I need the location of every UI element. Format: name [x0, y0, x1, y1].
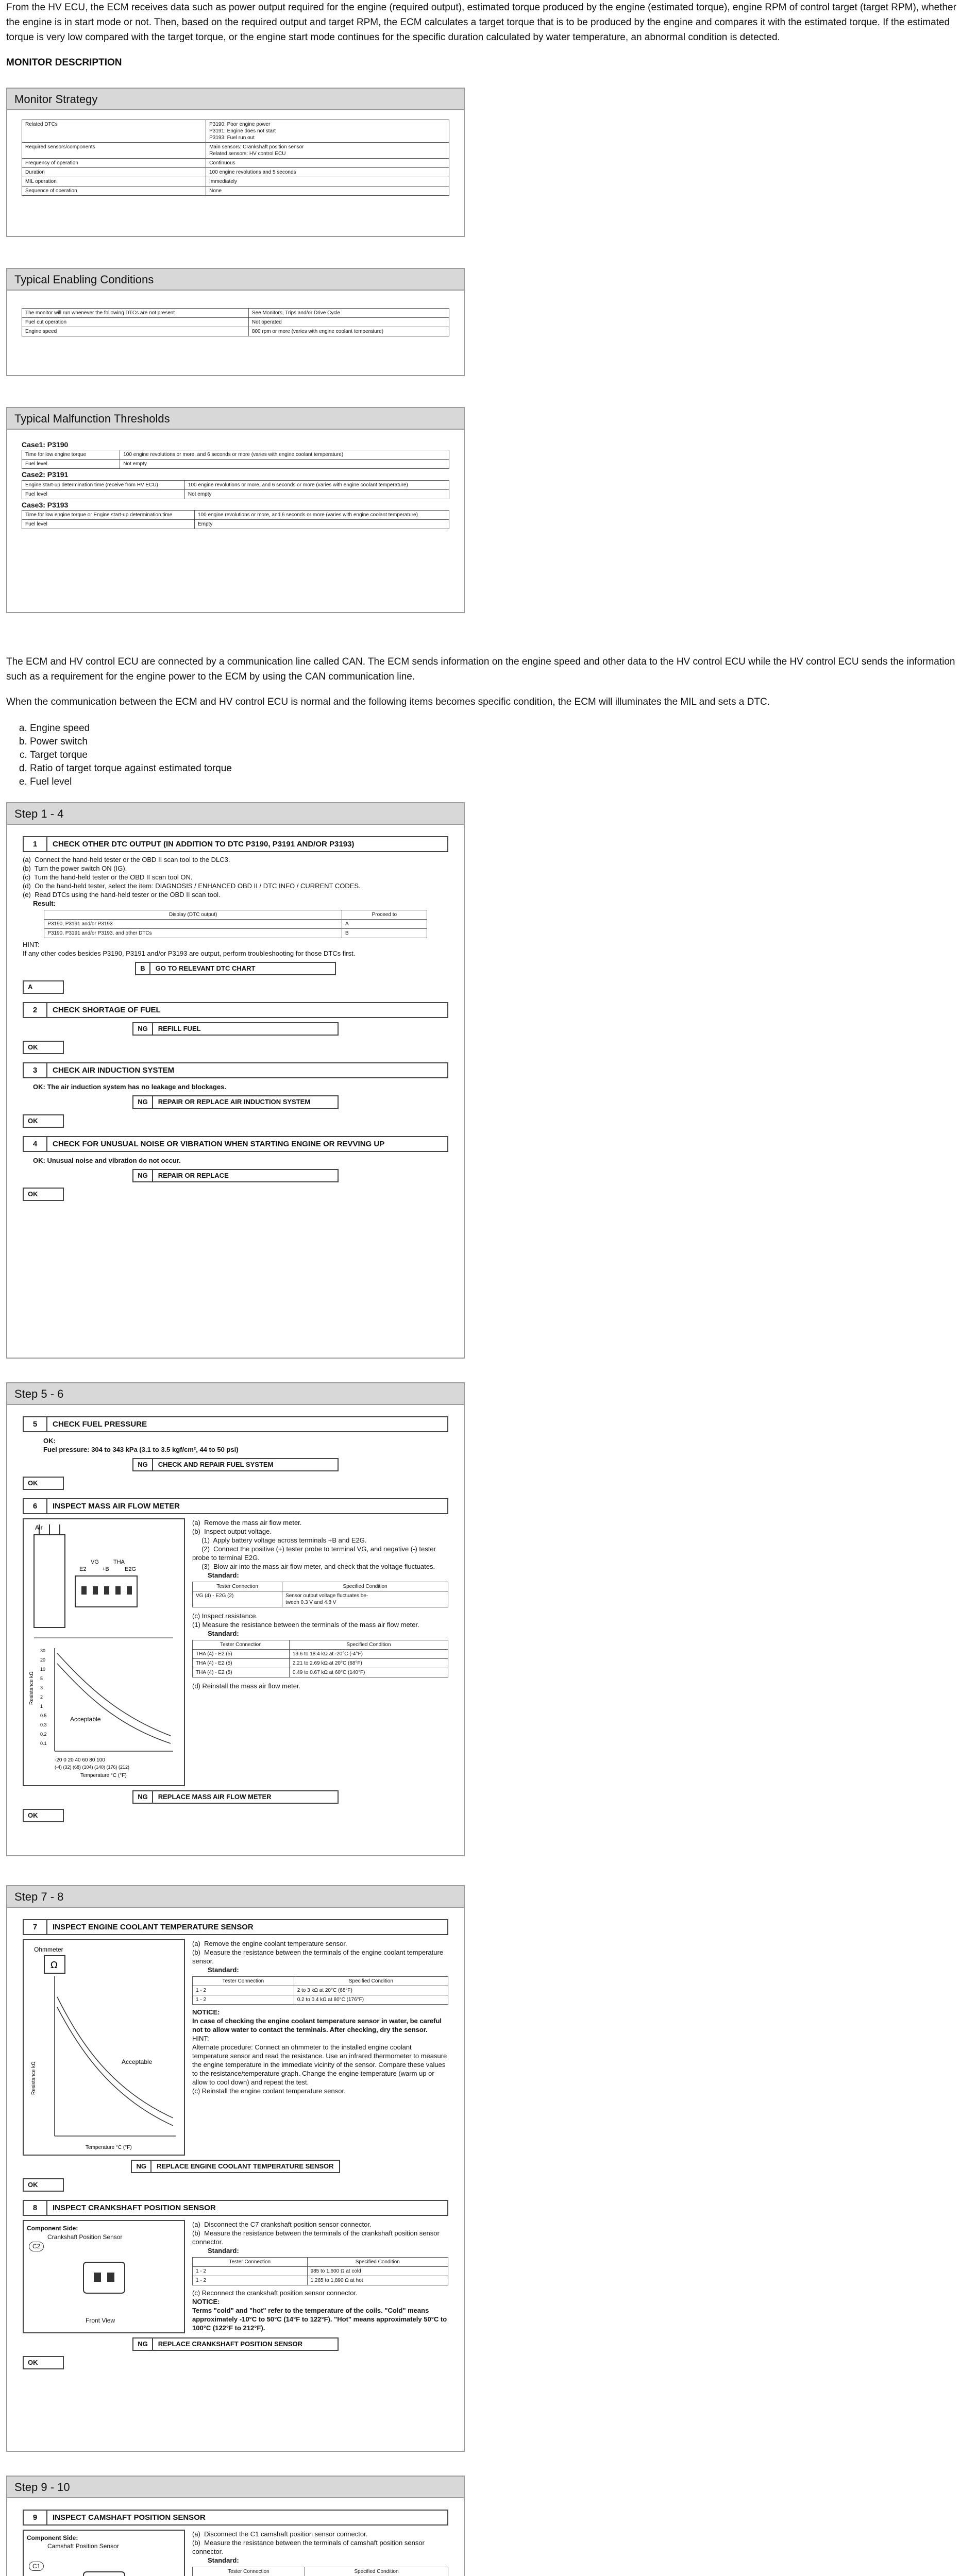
table-row	[22, 511, 449, 520]
table-row	[193, 1658, 448, 1668]
table-cell: Fuel level	[22, 489, 185, 499]
table-cell: Empty	[195, 520, 449, 529]
pin-terminal	[93, 1586, 98, 1595]
step-title: CHECK OTHER DTC OUTPUT (IN ADDITION TO DTC P3190, P3191 AND/OR P3193)	[53, 839, 355, 849]
table-row	[22, 308, 449, 317]
result-table	[44, 910, 427, 938]
step-5-box	[23, 1416, 448, 1432]
table-header-cell: Tester Connection	[193, 2567, 305, 2576]
replace-ect-link[interactable]: REPLACE ENGINE COOLANT TEMPERATURE SENSOR	[151, 2160, 340, 2173]
hint-text: HINT: If any other codes besides P3190, P3191 and/or P3193 are output, perform troubleshooting for those DTCs first.	[23, 940, 356, 957]
result-a-tag: A	[23, 980, 64, 994]
table-cell: The monitor will run whenever the following DTCs are not present	[22, 308, 249, 317]
table-cell: Not empty	[184, 489, 449, 499]
step-3-box	[23, 1062, 448, 1078]
step-8-box	[23, 2200, 448, 2216]
step-2-box	[23, 1002, 448, 1018]
table-cell: Required sensors/components	[22, 142, 206, 158]
table-cell: Immediately	[206, 177, 449, 186]
x-ticks-c: -20 0 20 40 60 80 100	[55, 1757, 105, 1763]
table-header-cell: Specified Condition	[294, 1976, 448, 1986]
table-cell: VG (4) - E2G (2)	[193, 1591, 282, 1607]
standard-label: Standard:	[208, 1571, 239, 1579]
step-8-c: (c) Reconnect the crankshaft position sensor connector.	[192, 2289, 358, 2297]
table-header-cell: Display (DTC output)	[44, 910, 342, 919]
connector-tag: C1	[29, 2562, 44, 2571]
case-heading: Case1: P3190	[22, 440, 69, 449]
air-label: Air	[35, 1523, 43, 1531]
table-row	[22, 327, 449, 336]
step-number: 8	[24, 2201, 47, 2215]
pin-label: VG	[91, 1558, 99, 1565]
case-heading: Case2: P3191	[22, 470, 69, 479]
ng-tag: NG	[132, 1458, 153, 1471]
case-table	[22, 510, 449, 529]
table-cell: 1 - 2	[193, 2276, 308, 2285]
step-number: 2	[24, 1003, 47, 1017]
table-cell: MIL operation	[22, 177, 206, 186]
step-number: 7	[24, 1920, 47, 1934]
ok-tag: OK	[23, 1041, 64, 1054]
table-cell: 1 - 2	[193, 1995, 294, 2004]
x-axis-label: Temperature °C (°F)	[86, 2144, 132, 2150]
pin-terminal	[104, 1586, 109, 1595]
repair-or-replace-link[interactable]: REPAIR OR REPLACE	[153, 1169, 339, 1182]
instruction-line: (b) Measure the resistance between the terminals of camshaft position sensor connector.	[192, 2538, 427, 2555]
table-cell: B	[342, 928, 427, 938]
table-row	[22, 489, 449, 499]
table-cell: Duration	[22, 167, 206, 177]
acceptable-label: Acceptable	[70, 1715, 101, 1723]
table-row	[22, 158, 449, 167]
case-heading: Case3: P3193	[22, 500, 69, 509]
table-cell: 800 rpm or more (varies with engine coolant temperature)	[248, 327, 449, 336]
ect-diagram	[24, 1940, 184, 2155]
pin-terminal	[81, 1586, 87, 1595]
table-cell: 13.6 to 18.4 kΩ at -20°C (-4°F)	[289, 1649, 448, 1658]
refill-fuel-link[interactable]: REFILL FUEL	[153, 1022, 339, 1036]
y-tick-label: 0.5	[40, 1713, 47, 1718]
table-cell: P3190, P3191 and/or P3193	[44, 919, 342, 928]
step-number: 5	[24, 1417, 47, 1431]
y-tick-label: 1	[40, 1703, 43, 1709]
steps-9-10-panel	[6, 2476, 465, 2576]
typical-malfunction-panel	[6, 407, 465, 613]
step-number: 6	[24, 1499, 47, 1513]
instruction-line: (c) Turn the hand-held tester or the OBD II scan tool ON.	[23, 873, 193, 881]
step-6-instructions	[192, 1518, 448, 1571]
table-cell: 0.2 to 0.4 kΩ at 80°C (176°F)	[294, 1995, 448, 2004]
instruction-line: (3) Blow air into the mass air flow meter, and check that the voltage fluctuates.	[192, 1562, 435, 1570]
instruction-line: (b) Measure the resistance between the terminals of the engine coolant temperature sensor.	[192, 1948, 445, 1965]
y-tick-label: 10	[40, 1666, 46, 1672]
table-cell: THA (4) - E2 (5)	[193, 1649, 290, 1658]
step-6-c: (c) Inspect resistance. (1) Measure the resistance between the terminals of the mass air flow meter.	[192, 1612, 419, 1629]
table-cell: THA (4) - E2 (5)	[193, 1658, 290, 1668]
table-row	[22, 480, 449, 489]
table-cell: Sequence of operation	[22, 186, 206, 195]
ng-tag: NG	[132, 1022, 153, 1036]
pin-label: E2G	[125, 1566, 137, 1572]
instruction-line: (d) On the hand-held tester, select the item: DIAGNOSIS / ENHANCED OBD II / DTC INFO / CURRENT CODES.	[23, 882, 361, 890]
table-row	[193, 1995, 448, 2004]
cam-resistance-table	[192, 2567, 448, 2576]
table-row	[193, 2276, 448, 2285]
step-7-box	[23, 1919, 448, 1935]
ok-tag: OK	[23, 1188, 64, 1201]
table-header-cell: Tester Connection	[193, 1640, 290, 1649]
ng-tag: NG	[131, 2160, 151, 2173]
ok-tag: OK	[23, 1809, 64, 1822]
table-cell: 100 engine revolutions or more, and 6 seconds or more (varies with engine coolant temperature)	[184, 480, 449, 489]
step-6-box	[23, 1498, 448, 1514]
step-number: 4	[24, 1137, 47, 1151]
crank-sensor-label: Crankshaft Position Sensor	[47, 2233, 123, 2241]
instruction-line: (a) Disconnect the C1 camshaft position sensor connector.	[192, 2530, 368, 2538]
ect-resistance-table	[192, 1976, 448, 2005]
instruction-line: (b) Measure the resistance between the terminals of the crankshaft position sensor connector.	[192, 2229, 442, 2246]
table-header-cell: Tester Connection	[193, 1976, 294, 1986]
ohmmeter-label: Ohmmeter	[34, 1945, 63, 1953]
table-cell: Sensor output voltage fluctuates be- tween 0.3 V and 4.8 V	[282, 1591, 448, 1607]
table-row	[44, 919, 427, 928]
table-row	[193, 1591, 448, 1607]
front-view-label: Front View	[86, 2316, 115, 2324]
list-item: b. Power switch	[30, 735, 971, 749]
panel-header: Step 5 - 6	[7, 1383, 464, 1405]
ng-tag: NG	[132, 1169, 153, 1182]
list-item: d. Ratio of target torque against estimated torque	[30, 762, 971, 775]
instruction-line: (b) Turn the power switch ON (IG).	[23, 864, 127, 872]
table-cell: P3190: Poor engine power P3191: Engine does not start P3193: Fuel run out	[206, 120, 449, 142]
step-title: CHECK SHORTAGE OF FUEL	[53, 1005, 161, 1014]
mil-paragraph: When the communication between the ECM and HV control ECU is normal and the following items becomes specific condition, the ECM will illuminates the MIL and sets a DTC.	[6, 696, 770, 707]
panel-header: Typical Malfunction Thresholds	[7, 408, 464, 430]
table-cell: 100 engine revolutions and 5 seconds	[206, 167, 449, 177]
repair-fuel-system-link[interactable]: CHECK AND REPAIR FUEL SYSTEM	[153, 1458, 339, 1471]
pin-label: THA	[113, 1558, 125, 1565]
step-8-notice: NOTICE: Terms "cold" and "hot" refer to the temperature of the coils. "Cold" means approximately -10°C to 50°C (14°F to 122°F). "Hot" means approximately 50°C to 100°C (122°F to 212°F).	[192, 2297, 447, 2332]
cam-sensor-label: Camshaft Position Sensor	[47, 2543, 119, 2550]
maf-voltage-table	[192, 1582, 448, 1607]
table-cell: 2.21 to 2.69 kΩ at 20°C (68°F)	[289, 1658, 448, 1668]
case-table	[22, 480, 449, 499]
step-6-d: (d) Reinstall the mass air flow meter.	[192, 1682, 301, 1690]
instruction-line: (2) Connect the positive (+) tester probe to terminal VG, and negative (-) tester probe to terminal E2G.	[192, 1545, 438, 1562]
table-header-cell: Specified Condition	[305, 2567, 448, 2576]
connector-tag: C2	[29, 2242, 44, 2251]
table-row	[22, 520, 449, 529]
table-row	[22, 317, 449, 327]
instruction-line: (e) Read DTCs using the hand-held tester or the OBD II scan tool.	[23, 890, 221, 899]
y-tick-label: 0.1	[40, 1740, 47, 1746]
table-cell: Fuel level	[22, 460, 120, 469]
y-axis-label: Resistance kΩ	[31, 2061, 37, 2095]
acceptable-label: Acceptable	[122, 2058, 153, 2065]
table-row	[22, 142, 449, 158]
table-row	[193, 1986, 448, 1995]
table-cell: 100 engine revolutions or more, and 6 seconds or more (varies with engine coolant temperature)	[195, 511, 449, 520]
table-row	[193, 1668, 448, 1677]
crank-sensor-figure	[23, 2220, 185, 2333]
typical-enabling-table	[22, 308, 449, 336]
table-cell: Fuel cut operation	[22, 317, 249, 327]
table-cell: Time for low engine torque	[22, 450, 120, 460]
table-cell: 0.49 to 0.67 kΩ at 60°C (140°F)	[289, 1668, 448, 1677]
table-row	[22, 177, 449, 186]
instruction-line: (b) Inspect output voltage.	[192, 1527, 272, 1535]
replace-maf-link[interactable]: REPLACE MASS AIR FLOW METER	[153, 1790, 339, 1804]
x-ticks-f: (-4) (32) (68) (104) (140) (176) (212)	[55, 1764, 130, 1770]
table-cell: 1,265 to 1,890 Ω at hot	[307, 2276, 448, 2285]
step-title: CHECK FUEL PRESSURE	[53, 1419, 147, 1429]
step-number: 9	[24, 2511, 47, 2524]
steps-7-8-panel	[6, 1885, 465, 2452]
replace-crank-sensor-link[interactable]: REPLACE CRANKSHAFT POSITION SENSOR	[153, 2337, 339, 2351]
step-title: INSPECT ENGINE COOLANT TEMPERATURE SENSOR	[53, 1922, 254, 1931]
table-cell: Main sensors: Crankshaft position sensor Related sensors: HV control ECU	[206, 142, 449, 158]
step-5-ok: OK:	[43, 1436, 56, 1445]
x-axis-label: Temperature °C (°F)	[80, 1772, 127, 1778]
table-header-cell: Tester Connection	[193, 1582, 282, 1591]
step-4-box	[23, 1136, 448, 1152]
standard-label: Standard:	[208, 1629, 239, 1637]
table-row	[193, 2266, 448, 2276]
table-row	[22, 450, 449, 460]
step-title: CHECK FOR UNUSUAL NOISE OR VIBRATION WHEN STARTING ENGINE OR REVVING UP	[53, 1139, 385, 1148]
table-cell: 100 engine revolutions or more, and 6 seconds or more (varies with engine coolant temperature)	[120, 450, 449, 460]
y-tick-label: 3	[40, 1685, 43, 1690]
steps-1-4-panel	[6, 802, 465, 1359]
table-row	[22, 186, 449, 195]
ok-tag: OK	[23, 1477, 64, 1490]
typical-enabling-panel	[6, 268, 465, 376]
ng-tag: NG	[132, 2337, 153, 2351]
table-row	[22, 120, 449, 142]
step-title: INSPECT CRANKSHAFT POSITION SENSOR	[53, 2203, 216, 2212]
mass-air-flow-figure	[23, 1518, 185, 1786]
list-item: c. Target torque	[30, 749, 971, 762]
table-cell: 1 - 2	[193, 2266, 308, 2276]
step-title: INSPECT CAMSHAFT POSITION SENSOR	[53, 2513, 206, 2522]
step-3-ok: OK: The air induction system has no leakage and blockages.	[33, 1083, 226, 1091]
instruction-line: (a) Connect the hand-held tester or the OBD II scan tool to the DLC3.	[23, 855, 230, 863]
ok-tag: OK	[23, 1114, 64, 1128]
table-cell: Engine start-up determination time (receive from HV ECU)	[22, 480, 185, 489]
table-cell: Not empty	[120, 460, 449, 469]
table-cell: THA (4) - E2 (5)	[193, 1668, 290, 1677]
table-cell: Engine speed	[22, 327, 249, 336]
y-tick-label: 20	[40, 1657, 46, 1663]
repair-air-induction-link[interactable]: REPAIR OR REPLACE AIR INDUCTION SYSTEM	[153, 1095, 339, 1109]
monitor-strategy-panel	[6, 88, 465, 237]
y-tick-label: 2	[40, 1694, 43, 1700]
crank-resistance-table	[192, 2257, 448, 2285]
table-header-cell: Specified Condition	[289, 1640, 448, 1649]
table-row	[22, 167, 449, 177]
step-number: 3	[24, 1063, 47, 1077]
pin-terminal	[127, 1586, 132, 1595]
table-cell: 2 to 3 kΩ at 20°C (68°F)	[294, 1986, 448, 1995]
panel-header: Step 9 - 10	[7, 2477, 464, 2498]
panel-header: Step 1 - 4	[7, 803, 464, 825]
table-cell: Time for low engine torque or Engine start-up determination time	[22, 511, 195, 520]
instruction-line: (1) Apply battery voltage across terminals +B and E2G.	[192, 1536, 367, 1544]
ok-tag: OK	[23, 2178, 64, 2192]
component-side-label: Component Side:	[27, 2534, 78, 2541]
table-cell: 1 - 2	[193, 1986, 294, 1995]
panel-header: Step 7 - 8	[7, 1886, 464, 1908]
pin-label: +B	[102, 1566, 109, 1572]
table-row	[22, 460, 449, 469]
instruction-line: (a) Remove the mass air flow meter.	[192, 1518, 302, 1527]
instruction-line: (a) Remove the engine coolant temperature sensor.	[192, 1939, 347, 1947]
table-cell: Fuel level	[22, 520, 195, 529]
condition-list	[30, 722, 971, 789]
ohm-icon: Ω	[50, 1959, 58, 1971]
maf-diagram	[24, 1519, 184, 1785]
y-tick-label: 0.2	[40, 1731, 47, 1737]
ng-tag: NG	[132, 1790, 153, 1804]
list-item: e. Fuel level	[30, 775, 971, 789]
table-header-cell: Specified Condition	[282, 1582, 448, 1591]
monitor-strategy-table	[22, 120, 449, 196]
table-cell: None	[206, 186, 449, 195]
table-row	[193, 1649, 448, 1658]
table-cell: Not operated	[248, 317, 449, 327]
instruction-line: (a) Disconnect the C7 crankshaft position sensor connector.	[192, 2220, 372, 2228]
monitor-description-title: MONITOR DESCRIPTION	[6, 57, 122, 68]
y-tick-label: 5	[40, 1675, 43, 1681]
step-8-instructions	[192, 2220, 448, 2246]
result-b-tag: B	[135, 962, 150, 975]
pin-terminal	[115, 1586, 121, 1595]
y-axis-label: Resistance kΩ	[29, 1671, 35, 1705]
ok-tag: OK	[23, 2356, 64, 2369]
list-item: a. Engine speed	[30, 722, 971, 735]
standard-label: Standard:	[208, 2556, 239, 2564]
component-side-label: Component Side:	[27, 2224, 78, 2232]
ng-tag: NG	[132, 1095, 153, 1109]
maf-resistance-table	[192, 1640, 448, 1677]
step-title: CHECK AIR INDUCTION SYSTEM	[53, 1066, 175, 1075]
table-header-cell: Tester Connection	[193, 2257, 308, 2266]
connector-front-view	[27, 2252, 181, 2314]
intro-paragraph: From the HV ECU, the ECM receives data such as power output required for the engine (required output), estimated torque produced by the engine (estimated torque), engine RPM of control target (target RPM), whether the engine is in start mode or not. Then, based on the required output and target RPM, the ECM calculates a target torque that is to be produced by the engine and compares it with the estimated torque. If the estimated torque is very low compared with the target torque, or the engine start mode continues for the specific duration calculated by water temperature, an abnormal condition is detected.	[6, 2, 956, 43]
step-9-box	[23, 2510, 448, 2526]
standard-label: Standard:	[208, 1965, 239, 1974]
table-cell: 985 to 1,600 Ω at cold	[307, 2266, 448, 2276]
connector-front-view	[27, 2562, 181, 2576]
standard-label: Standard:	[208, 2246, 239, 2255]
y-tick-label: 0.3	[40, 1722, 47, 1727]
step-7-notice: NOTICE: In case of checking the engine coolant temperature sensor in water, be careful not to allow water to contact the terminals. After checking, dry the sensor.	[192, 2008, 442, 2033]
case-table	[22, 450, 449, 469]
can-paragraph: The ECM and HV control ECU are connected by a communication line called CAN. The ECM sends information on the engine speed and other data to the HV control ECU while the HV control ECU sends the information such as a requirement for the engine power to the ECM by using the CAN communication line.	[6, 656, 955, 682]
step-1-instructions	[23, 855, 448, 899]
step-7-c: (c) Reinstall the engine coolant temperature sensor.	[192, 2087, 346, 2095]
step-title: INSPECT MASS AIR FLOW METER	[53, 1501, 180, 1511]
y-tick-label: 30	[40, 1648, 46, 1653]
table-cell: See Monitors, Trips and/or Drive Cycle	[248, 308, 449, 317]
panel-header: Monitor Strategy	[7, 89, 464, 110]
fuel-pressure-spec: Fuel pressure: 304 to 343 kPa (3.1 to 3.5 kgf/cm², 44 to 50 psi)	[43, 1445, 239, 1453]
step-4-ok: OK: Unusual noise and vibration do not occur.	[33, 1156, 181, 1164]
go-to-dtc-chart-link[interactable]: GO TO RELEVANT DTC CHART	[150, 962, 336, 975]
ect-sensor-figure	[23, 1939, 185, 2156]
step-number: 1	[24, 837, 47, 851]
table-header-cell: Proceed to	[342, 910, 427, 919]
step-7-hint: HINT: Alternate procedure: Connect an ohmmeter to the installed engine coolant temperature sensor and read the resistance. Use an infrared thermometer to measure the engine temperature in the immediate vicinity of the sensor. Compare these values to the resistance/temperature graph. Change the engine temperature (warm up or allow to cool down) and repeat the test.	[192, 2034, 447, 2086]
table-header-cell: Specified Condition	[307, 2257, 448, 2266]
steps-5-6-panel	[6, 1382, 465, 1856]
pin-label: E2	[79, 1566, 87, 1572]
cam-sensor-figure	[23, 2530, 185, 2576]
table-cell: A	[342, 919, 427, 928]
table-cell: Frequency of operation	[22, 158, 206, 167]
table-cell: Related DTCs	[22, 120, 206, 142]
table-row	[44, 928, 427, 938]
table-cell: Continuous	[206, 158, 449, 167]
step-9-instructions	[192, 2530, 448, 2556]
panel-header: Typical Enabling Conditions	[7, 269, 464, 291]
table-cell: P3190, P3191 and/or P3193, and other DTCs	[44, 928, 342, 938]
step-1-box	[23, 836, 448, 852]
step-7-instructions	[192, 1939, 448, 1965]
result-label: Result:	[33, 899, 56, 907]
